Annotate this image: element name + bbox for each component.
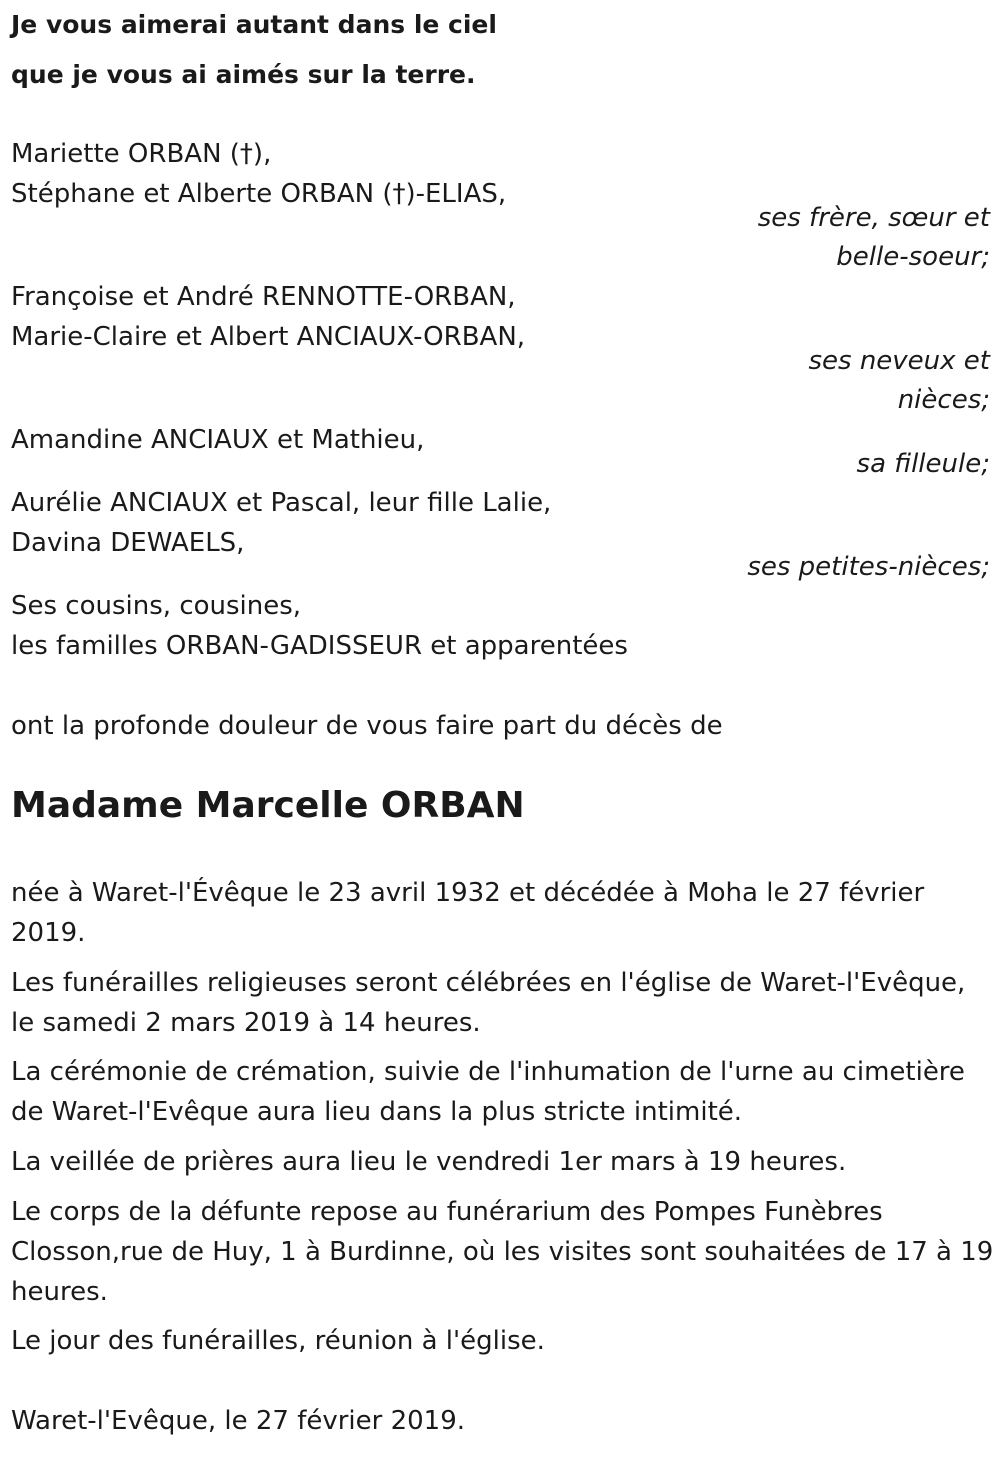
relation-nephews-2: nièces;	[897, 385, 990, 415]
funeral-2: le samedi 2 mars 2019 à 14 heures.	[11, 1008, 481, 1038]
family-goddaughter: Amandine ANCIAUX et Mathieu,	[11, 425, 425, 455]
family-cousins-1: Ses cousins, cousines,	[11, 591, 302, 621]
family-siblings-2: Stéphane et Alberte ORBAN (†)-ELIAS,	[11, 179, 507, 209]
deceased-name: Madame Marcelle ORBAN	[11, 785, 525, 826]
relation-goddaughter: sa filleule;	[856, 449, 990, 479]
birth-death-2: 2019.	[11, 918, 86, 948]
meeting: Le jour des funérailles, réunion à l'église.	[11, 1326, 545, 1356]
family-grandnieces-1: Aurélie ANCIAUX et Pascal, leur fille Lalie,	[11, 488, 552, 518]
cremation-2: de Waret-l'Evêque aura lieu dans la plus stricte intimité.	[11, 1097, 743, 1127]
family-nephews-1: Françoise et André RENNOTTE-ORBAN,	[11, 282, 516, 312]
vigil: La veillée de prières aura lieu le vendredi 1er mars à 19 heures.	[11, 1147, 847, 1177]
signoff: Waret-l'Evêque, le 27 février 2019.	[11, 1406, 466, 1436]
body-rest-1: Le corps de la défunte repose au funérarium des Pompes Funèbres	[11, 1197, 883, 1227]
relation-siblings-1: ses frère, sœur et	[757, 203, 990, 233]
relation-nephews-1: ses neveux et	[808, 346, 990, 376]
announcement: ont la profonde douleur de vous faire part du décès de	[11, 711, 723, 741]
birth-death-1: née à Waret-l'Évêque le 23 avril 1932 et décédée à Moha le 27 février	[11, 878, 925, 908]
family-nephews-2: Marie-Claire et Albert ANCIAUX-ORBAN,	[11, 322, 526, 352]
body-rest-2: Closson,rue de Huy, 1 à Burdinne, où les visites sont souhaitées de 17 à 19	[11, 1237, 994, 1267]
cremation-1: La cérémonie de crémation, suivie de l'inhumation de l'urne au cimetière	[11, 1057, 965, 1087]
relation-grandnieces: ses petites-nièces;	[747, 552, 990, 582]
family-cousins-2: les familles ORBAN-GADISSEUR et apparentées	[11, 631, 628, 661]
quote-line-2: que je vous ai aimés sur la terre.	[11, 60, 476, 89]
funeral-1: Les funérailles religieuses seront célébrées en l'église de Waret-l'Evêque,	[11, 968, 966, 998]
family-grandnieces-2: Davina DEWAELS,	[11, 528, 245, 558]
quote-line-1: Je vous aimerai autant dans le ciel	[11, 10, 497, 39]
relation-siblings-2: belle-soeur;	[836, 242, 990, 272]
body-rest-3: heures.	[11, 1277, 108, 1307]
family-siblings-1: Mariette ORBAN (†),	[11, 139, 272, 169]
